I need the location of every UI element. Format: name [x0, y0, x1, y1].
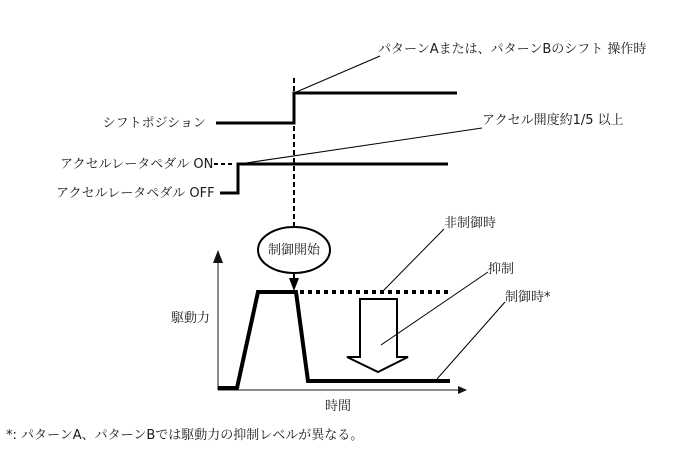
leader-line-accel-opening: [246, 128, 482, 163]
shift-position-label: シフトポジション: [102, 116, 206, 131]
leader-line-shift-trigger: [294, 56, 380, 93]
down-arrowhead-icon: [289, 278, 299, 291]
accel-pedal-on-label: アクセルレータペダル ON: [60, 157, 214, 172]
leader-line-controlled: [437, 302, 505, 379]
suppression-label: 抑制: [488, 262, 515, 277]
y-axis-arrowhead-icon: [213, 250, 223, 263]
shift-trigger-annotation: パターンAまたは、パターンBのシフト 操作時: [378, 42, 647, 57]
leader-line-uncontrolled: [383, 229, 444, 291]
suppression-block-arrow-icon: [347, 299, 408, 372]
x-axis-arrowhead-icon: [458, 386, 467, 394]
x-axis-label: 時間: [324, 399, 351, 414]
uncontrolled-label: 非制御時: [444, 216, 497, 231]
accel-pedal-off-label: アクセルレータペダル OFF: [56, 186, 215, 201]
accel-pedal-signal-line: [220, 164, 448, 193]
accel-opening-annotation: アクセル開度約1/5 以上: [482, 113, 624, 128]
driving-force-curve: [218, 292, 450, 388]
y-axis-label: 駆動力: [170, 311, 210, 326]
footnote: *: パターンA、パターンBでは駆動力の抑制レベルが異なる。: [6, 428, 364, 443]
controlled-label: 制御時*: [505, 290, 551, 305]
shift-position-signal-line: [216, 93, 457, 123]
control-start-label: 制御開始: [267, 243, 320, 258]
